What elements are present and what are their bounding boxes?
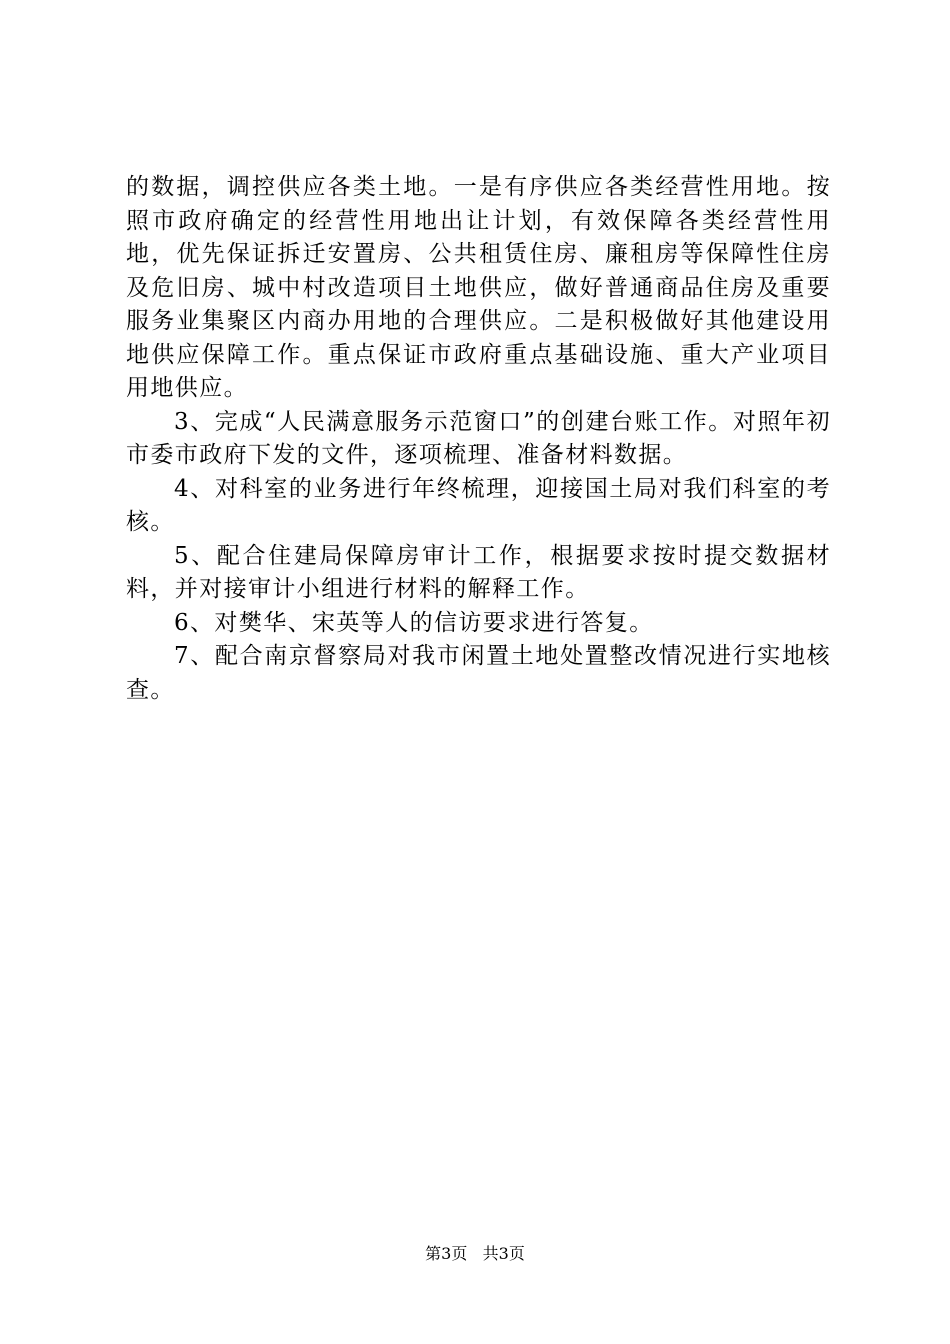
paragraph-continued: 的数据，调控供应各类土地。一是有序供应各类经营性用地。按照市政府确定的经营性用地出让计划，有效保障各类经营性用地，优先保证拆迁安置房、公共租赁住房、廉租房等保障性住房及危旧房、城中村改造项目土地供应，做好普通商品住房及重要服务业集聚区内商办用地的合理供应。二是积极做好其他建设用地供应保障工作。重点保证市政府重点基础设施、重大产业项目用地供应。 bbox=[126, 174, 831, 401]
page-number: 第3页 bbox=[425, 1244, 468, 1263]
paragraph-item-3: 3、完成“人民满意服务示范窗口”的创建台账工作。对照年初市委市政府下发的文件，逐项梳理、准备材料数据。 bbox=[126, 408, 831, 468]
paragraph-item-7: 7、配合南京督察局对我市闲置土地处置整改情况进行实地核查。 bbox=[126, 643, 831, 703]
paragraph-item-4: 4、对科室的业务进行年终梳理，迎接国土局对我们科室的考核。 bbox=[126, 475, 831, 535]
paragraph-item-6: 6、对樊华、宋英等人的信访要求进行答复。 bbox=[174, 609, 654, 636]
page-footer bbox=[0, 1244, 950, 1264]
document-body bbox=[126, 171, 831, 707]
paragraph-item-5: 5、配合住建局保障房审计工作，根据要求按时提交数据材料，并对接审计小组进行材料的解释工作。 bbox=[126, 542, 831, 602]
page-total: 共3页 bbox=[482, 1244, 525, 1263]
